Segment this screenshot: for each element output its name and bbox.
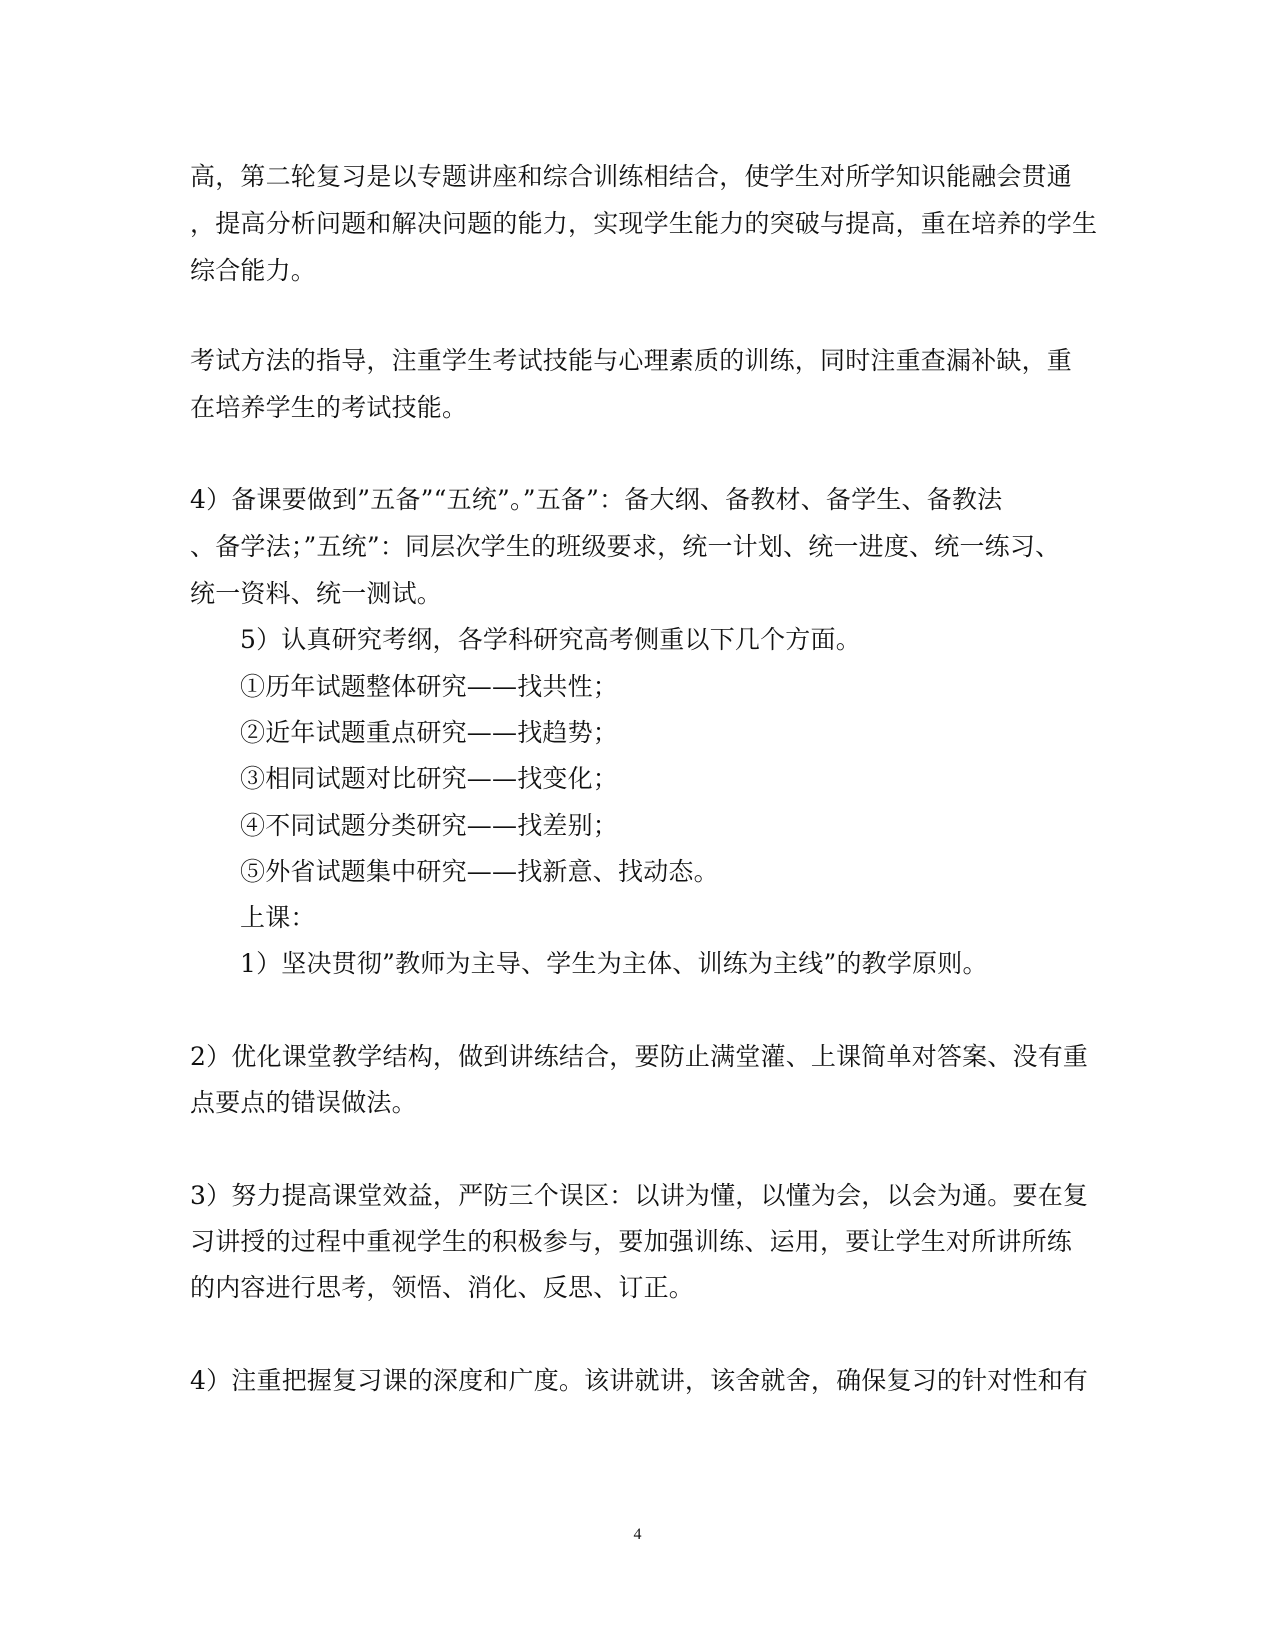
text-line: 高，第二轮复习是以专题讲座和综合训练相结合，使学生对所学知识能融会贯通 [190,162,1073,191]
list-item: ②近年试题重点研究——找趋势； [240,718,619,747]
text-line: 1）坚决贯彻”教师为主导、学生为主体、训练为主线”的教学原则。 [240,949,988,978]
section-heading: 上课： [240,903,316,932]
text-line: 4）备课要做到”五备”“五统”。”五备”：备大纲、备教材、备学生、备教法 [190,485,1003,514]
text-line: 综合能力。 [190,256,317,285]
text-line: 在培养学生的考试技能。 [190,393,468,422]
list-item: ①历年试题整体研究——找共性； [240,672,619,701]
page-number: 4 [633,1526,642,1543]
text-line: 习讲授的过程中重视学生的积极参与，要加强训练、运用，要让学生对所讲所练 [190,1227,1073,1256]
text-line: 4）注重把握复习课的深度和广度。该讲就讲，该舍就舍，确保复习的针对性和有 [190,1366,1089,1395]
list-item: ③相同试题对比研究——找变化； [240,764,619,793]
text-line: 2）优化课堂教学结构，做到讲练结合，要防止满堂灌、上课简单对答案、没有重 [190,1042,1089,1071]
text-line: 统一资料、统一测试。 [190,579,443,608]
text-line: 点要点的错误做法。 [190,1088,417,1117]
text-line: 的内容进行思考，领悟、消化、反思、订正。 [190,1273,695,1302]
list-item: ⑤外省试题集中研究——找新意、找动态。 [240,857,719,886]
text-line: 、备学法；”五统”：同层次学生的班级要求，统一计划、统一进度、统一练习、 [190,532,1061,561]
list-item: ④不同试题分类研究——找差别； [240,811,619,840]
text-line: 考试方法的指导，注重学生考试技能与心理素质的训练，同时注重查漏补缺，重 [190,346,1073,375]
text-line: 5）认真研究考纲，各学科研究高考侧重以下几个方面。 [240,625,861,654]
text-line: ，提高分析问题和解决问题的能力，实现学生能力的突破与提高，重在培养的学生 [190,209,1098,238]
text-line: 3）努力提高课堂效益，严防三个误区：以讲为懂，以懂为会，以会为通。要在复 [190,1181,1089,1210]
